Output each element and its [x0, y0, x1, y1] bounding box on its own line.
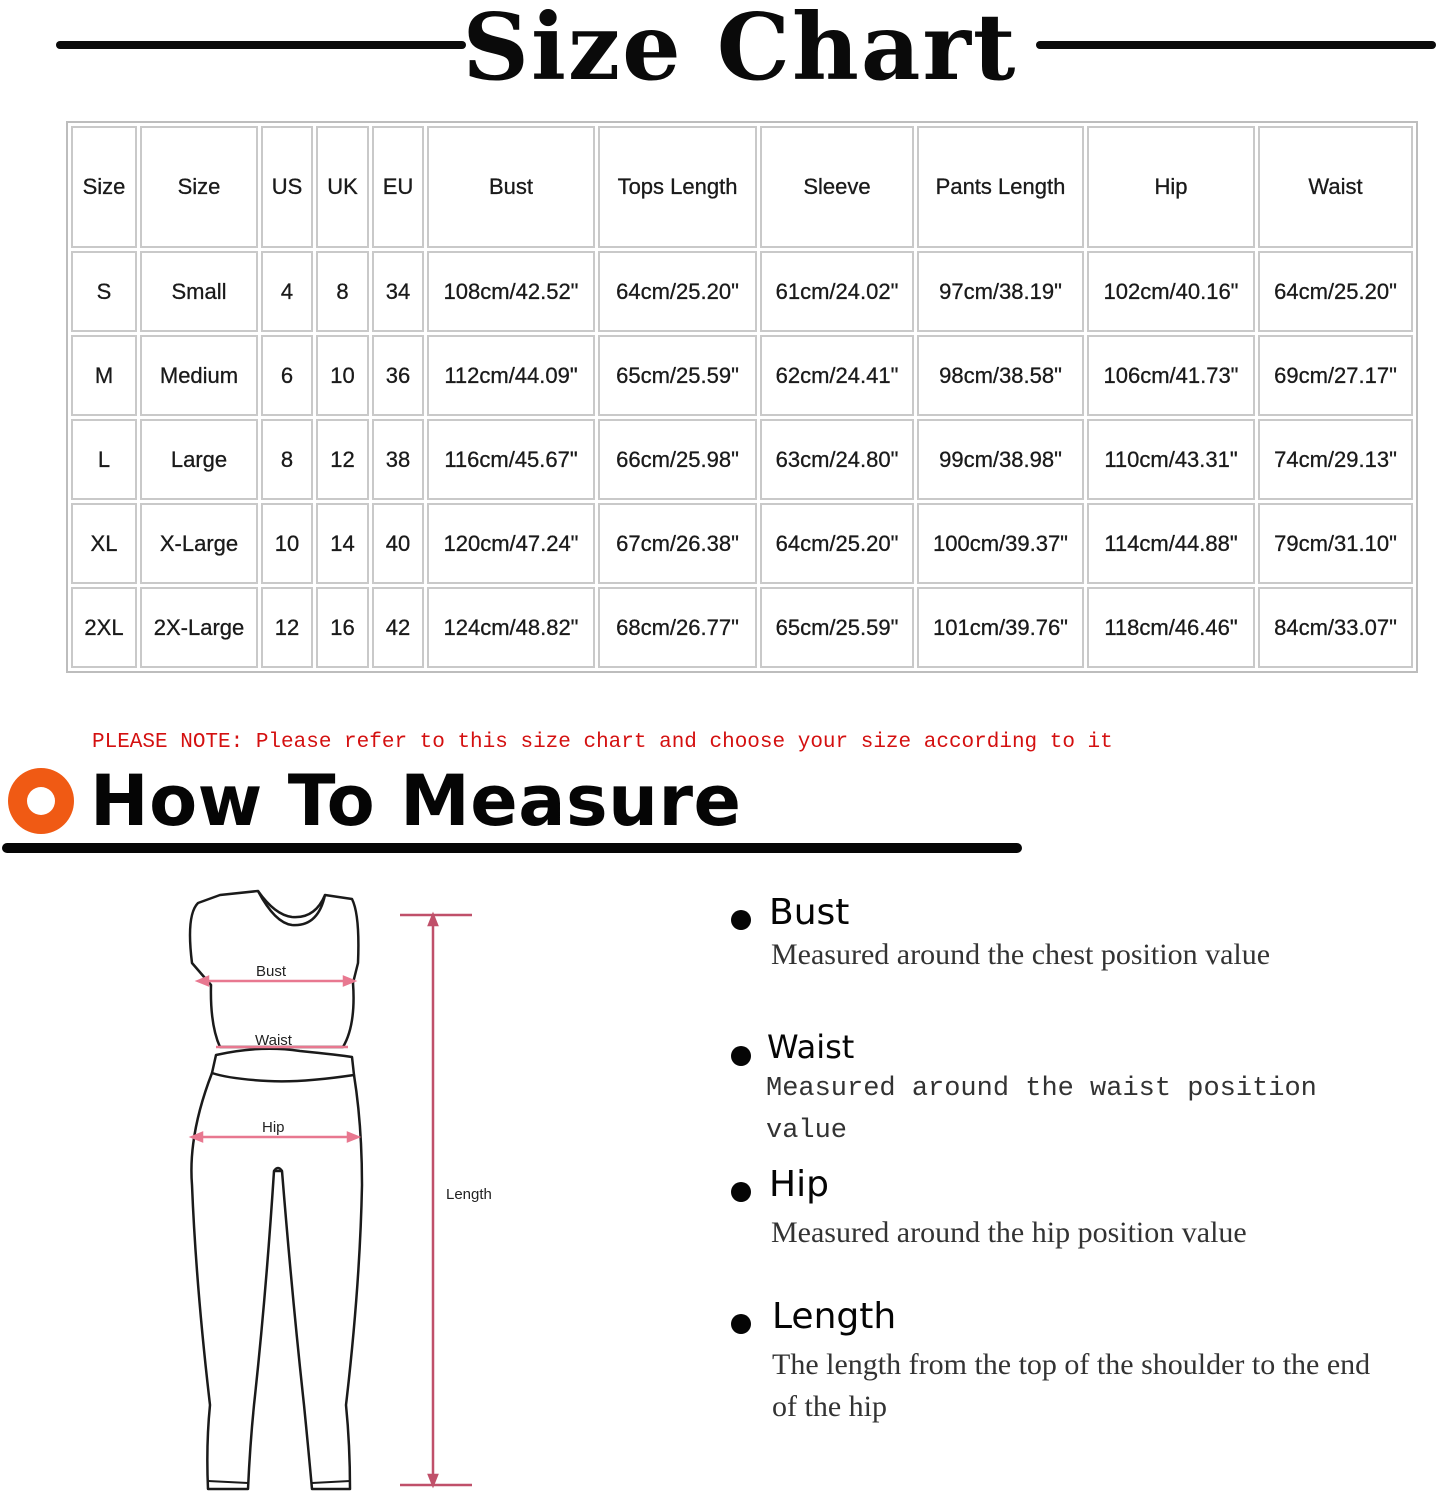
table-cell: 65cm/25.59" [760, 587, 914, 668]
table-cell: 102cm/40.16" [1087, 251, 1255, 332]
bullet-icon [731, 910, 751, 930]
orange-ring-icon [8, 768, 74, 834]
table-cell: S [71, 251, 137, 332]
table-cell: 10 [316, 335, 369, 416]
table-cell: 38 [372, 419, 424, 500]
table-cell: 63cm/24.80" [760, 419, 914, 500]
table-cell: 108cm/42.52" [427, 251, 595, 332]
section-rule [2, 843, 1022, 853]
table-cell: 118cm/46.46" [1087, 587, 1255, 668]
table-cell: 67cm/26.38" [598, 503, 757, 584]
table-header-row [71, 126, 1413, 248]
size-chart [66, 121, 1418, 673]
definition-term: Waist [767, 1028, 855, 1066]
table-cell: M [71, 335, 137, 416]
table-cell: 40 [372, 503, 424, 584]
table-cell: 64cm/25.20" [598, 251, 757, 332]
table-row [71, 503, 1413, 584]
definition-description: Measured around the hip position value [771, 1216, 1247, 1249]
waist-label: Waist [255, 1032, 292, 1049]
table-cell: 100cm/39.37" [917, 503, 1084, 584]
table-cell: 98cm/38.58" [917, 335, 1084, 416]
definition-term: Bust [769, 892, 850, 933]
page-title: Size Chart [462, 0, 1018, 101]
definition-description: The length from the top of the shoulder to the end of the hip [772, 1348, 1371, 1423]
bust-label: Bust [256, 963, 287, 980]
table-cell: 106cm/41.73" [1087, 335, 1255, 416]
column-header: Pants Length [917, 126, 1084, 248]
definition-description: Measured around the waist position value [766, 1074, 1317, 1146]
length-label: Length [446, 1186, 492, 1203]
table-cell: 120cm/47.24" [427, 503, 595, 584]
table-cell: 79cm/31.10" [1258, 503, 1413, 584]
table-cell: 110cm/43.31" [1087, 419, 1255, 500]
column-header: Tops Length [598, 126, 757, 248]
table-cell: 61cm/24.02" [760, 251, 914, 332]
bullet-icon [731, 1314, 751, 1334]
table-cell: 65cm/25.59" [598, 335, 757, 416]
definition-description: Measured around the chest position value [771, 938, 1271, 971]
measurement-figure [180, 885, 520, 1495]
table-cell: 8 [261, 419, 313, 500]
bullet-icon [731, 1046, 751, 1066]
arrow-icon [198, 977, 208, 985]
table-cell: XL [71, 503, 137, 584]
table-cell: 64cm/25.20" [1258, 251, 1413, 332]
table-row [71, 419, 1413, 500]
table-cell: 66cm/25.98" [598, 419, 757, 500]
definition-term: Hip [769, 1164, 829, 1205]
measurement-lines [192, 977, 358, 1141]
jumpsuit-outline-illustration [180, 885, 520, 1495]
table-cell: 114cm/44.88" [1087, 503, 1255, 584]
table-row [71, 587, 1413, 668]
section-title: How To Measure [90, 760, 742, 842]
column-header: Hip [1087, 126, 1255, 248]
column-header: EU [372, 126, 424, 248]
arrow-icon [429, 915, 437, 925]
column-header: US [261, 126, 313, 248]
column-header: UK [316, 126, 369, 248]
table-cell: 97cm/38.19" [917, 251, 1084, 332]
table-cell: L [71, 419, 137, 500]
table-cell: 34 [372, 251, 424, 332]
table-cell: 74cm/29.13" [1258, 419, 1413, 500]
table-cell: 10 [261, 503, 313, 584]
table-cell: X-Large [140, 503, 258, 584]
arrow-icon [429, 1475, 437, 1485]
bullet-icon [731, 1182, 751, 1202]
table-cell: 2XL [71, 587, 137, 668]
table-cell: 62cm/24.41" [760, 335, 914, 416]
table-cell: 101cm/39.76" [917, 587, 1084, 668]
column-header: Size [140, 126, 258, 248]
table-cell: 69cm/27.17" [1258, 335, 1413, 416]
table-cell: 12 [261, 587, 313, 668]
table-cell: 36 [372, 335, 424, 416]
arrow-icon [348, 1133, 358, 1141]
table-cell: 2X-Large [140, 587, 258, 668]
column-header: Bust [427, 126, 595, 248]
definition-term: Length [772, 1296, 897, 1337]
table-cell: 12 [316, 419, 369, 500]
size-table [68, 123, 1416, 671]
table-cell: 8 [316, 251, 369, 332]
table-cell: 124cm/48.82" [427, 587, 595, 668]
hip-label: Hip [262, 1119, 285, 1136]
table-cell: Small [140, 251, 258, 332]
table-cell: 6 [261, 335, 313, 416]
column-header: Waist [1258, 126, 1413, 248]
table-cell: 112cm/44.09" [427, 335, 595, 416]
table-cell: 64cm/25.20" [760, 503, 914, 584]
table-cell: 4 [261, 251, 313, 332]
table-cell: 84cm/33.07" [1258, 587, 1413, 668]
column-header: Sleeve [760, 126, 914, 248]
table-row [71, 335, 1413, 416]
table-cell: 42 [372, 587, 424, 668]
table-cell: 99cm/38.98" [917, 419, 1084, 500]
table-cell: 116cm/45.67" [427, 419, 595, 500]
table-cell: 68cm/26.77" [598, 587, 757, 668]
table-cell: 16 [316, 587, 369, 668]
table-cell: Medium [140, 335, 258, 416]
table-row [71, 251, 1413, 332]
size-note: PLEASE NOTE: Please refer to this size chart and choose your size according to it [92, 731, 1113, 754]
table-cell: Large [140, 419, 258, 500]
table-cell: 14 [316, 503, 369, 584]
column-header: Size [71, 126, 137, 248]
